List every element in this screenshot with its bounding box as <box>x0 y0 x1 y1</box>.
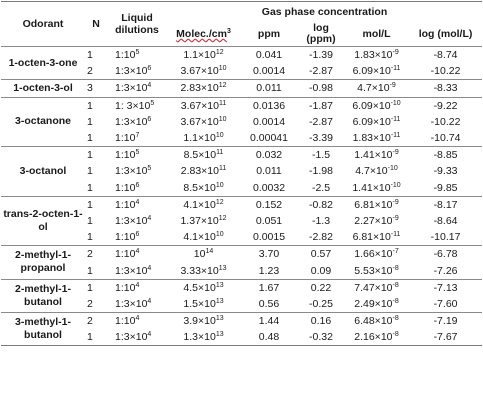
dilution-cell-mantissa: 1:10 <box>115 231 136 244</box>
odorant-name: 1-octen-3-one <box>1 47 85 80</box>
log-mol-l-cell: -8.17 <box>409 196 482 213</box>
n-cell: 2 <box>85 246 107 263</box>
mol-l-cell-mantissa: 2.16×10 <box>354 331 393 344</box>
odorant-name: 2-methyl-1-propanol <box>1 246 85 279</box>
n-cell: 1 <box>85 47 107 64</box>
molec-cell-exponent: 13 <box>215 315 224 323</box>
header-n: N <box>92 18 100 30</box>
header-ppm: ppm <box>257 28 281 40</box>
ppm-cell: 0.0014 <box>252 65 286 78</box>
molec-cell-mantissa: 1.3×10 <box>183 331 216 344</box>
log-ppm-cell: -2.87 <box>309 115 333 128</box>
molec-cell-exponent: 10 <box>218 115 227 123</box>
ppm-cell: 0.041 <box>240 47 298 64</box>
molec-cell-mantissa: 10 <box>193 248 206 261</box>
mol-l-cell <box>344 80 409 97</box>
mol-l-cell-exponent: -10 <box>390 181 401 189</box>
mol-l-cell-mantissa: 4.7×10 <box>357 82 390 95</box>
molec-cell <box>167 147 240 164</box>
mol-l-cell <box>344 262 409 279</box>
dilution-cell <box>107 47 167 64</box>
ppm-cell: 0.152 <box>240 196 298 213</box>
dilution-cell-mantissa: 1:3×10 <box>115 82 148 95</box>
dilution-cell <box>107 180 167 197</box>
dilution-cell <box>107 229 167 246</box>
molec-cell-exponent: 10 <box>215 132 224 140</box>
log-mol-l-cell: -7.13 <box>409 279 482 296</box>
log-ppm-cell: -0.98 <box>298 80 344 97</box>
mol-l-cell <box>344 313 409 330</box>
mol-l-cell-mantissa: 6.48×10 <box>354 315 393 328</box>
log-ppm-cell: -2.82 <box>309 231 333 244</box>
ppm-cell: 3.70 <box>240 246 298 263</box>
mol-l-cell <box>344 114 409 130</box>
molec-cell-exponent: 10 <box>215 231 224 239</box>
molec-cell <box>167 213 240 229</box>
dilution-cell-exponent: 4 <box>147 264 152 272</box>
molec-cell-mantissa: 3.33×10 <box>180 264 219 277</box>
mol-l-cell <box>344 163 409 179</box>
n-cell: 1 <box>85 196 107 213</box>
ppm-cell: 0.00041 <box>250 132 288 145</box>
molec-cell-mantissa: 4.1×10 <box>183 231 216 244</box>
dilution-cell <box>107 130 167 147</box>
ppm-cell: 1.44 <box>240 313 298 330</box>
log-mol-l-cell: -7.19 <box>409 313 482 330</box>
ppm-cell: 0.0015 <box>252 231 286 244</box>
mol-l-cell-mantissa: 6.09×10 <box>352 65 391 78</box>
log-mol-l-cell: -10.74 <box>430 132 461 145</box>
molec-cell-exponent: 12 <box>218 214 227 222</box>
odorant-name: 3-methyl-1-butanol <box>1 313 85 346</box>
dilution-cell-exponent: 6 <box>147 65 152 73</box>
mol-l-cell <box>344 279 409 296</box>
molec-cell-mantissa: 3.67×10 <box>180 99 219 112</box>
molec-cell-mantissa: 4.5×10 <box>183 281 216 294</box>
header-liquid-dilutions: Liquid dilutions <box>115 12 159 36</box>
dilution-cell <box>107 279 167 296</box>
ppm-cell: 0.56 <box>258 297 280 310</box>
ppm-cell: 0.48 <box>240 329 298 346</box>
mol-l-cell-mantissa: 2.27×10 <box>354 214 393 227</box>
table-row <box>1 246 482 263</box>
log-mol-l-cell: -7.60 <box>433 297 458 310</box>
dilution-cell-exponent: 6 <box>135 231 140 239</box>
mol-l-cell-mantissa: 5.53×10 <box>354 264 393 277</box>
dilution-cell <box>107 196 167 213</box>
dilution-cell <box>107 296 167 313</box>
mol-l-cell <box>344 47 409 64</box>
dilution-cell <box>107 246 167 263</box>
molec-cell <box>167 47 240 64</box>
log-ppm-cell: -2.5 <box>311 181 331 194</box>
log-mol-l-cell: -8.85 <box>409 147 482 164</box>
mol-l-cell-mantissa: 1.41×10 <box>354 149 393 162</box>
mol-l-cell <box>344 246 409 263</box>
dilution-cell-mantissa: 1:3×10 <box>115 165 148 178</box>
dilution-cell <box>107 147 167 164</box>
dilution-cell-exponent: 6 <box>147 115 152 123</box>
dilution-cell-exponent: 5 <box>135 149 140 157</box>
odorant-name: 3-octanol <box>1 147 85 197</box>
odorant-name: trans-2-octen-1-ol <box>1 196 85 246</box>
mol-l-cell <box>344 147 409 164</box>
log-ppm-cell: 0.16 <box>298 313 344 330</box>
log-ppm-cell: -1.3 <box>311 214 331 227</box>
ppm-cell: 0.0032 <box>252 181 286 194</box>
log-ppm-cell: -2.87 <box>309 65 333 78</box>
ppm-cell: 0.051 <box>255 214 283 227</box>
table-row <box>1 196 482 213</box>
mol-l-cell <box>344 63 409 80</box>
mol-l-cell-mantissa: 1.83×10 <box>354 49 393 62</box>
dilution-cell-mantissa: 1:3×10 <box>115 297 148 310</box>
header-odorant: Odorant <box>22 18 64 30</box>
mol-l-cell-mantissa: 1.83×10 <box>352 132 391 145</box>
molec-cell-exponent: 10 <box>218 65 227 73</box>
dilution-cell-mantissa: 1:3×10 <box>115 115 148 128</box>
molec-cell <box>167 196 240 213</box>
mol-l-cell-mantissa: 2.49×10 <box>354 297 393 310</box>
n-cell: 1 <box>87 165 93 178</box>
header-gas-phase: Gas phase concentration <box>261 6 388 18</box>
ppm-cell: 0.0014 <box>252 115 286 128</box>
log-mol-l-cell: -8.74 <box>409 47 482 64</box>
mol-l-cell-mantissa: 1.66×10 <box>354 248 393 261</box>
log-mol-l-cell: -6.78 <box>409 246 482 263</box>
ppm-cell: 0.011 <box>256 165 282 178</box>
mol-l-cell-exponent: -8 <box>392 297 399 305</box>
dilution-cell-mantissa: 1:3×10 <box>115 65 148 78</box>
header-mol-l: mol/L <box>362 28 391 40</box>
log-ppm-cell: -1.39 <box>298 47 344 64</box>
dilution-cell-exponent: 5 <box>147 165 152 173</box>
mol-l-cell <box>344 97 409 114</box>
mol-l-cell-exponent: -9 <box>392 49 399 57</box>
table-row <box>1 279 482 296</box>
odorant-name: 3-octanone <box>1 97 85 147</box>
header-row <box>1 2 482 23</box>
log-mol-l-cell: -7.67 <box>409 329 482 346</box>
molec-cell-exponent: 11 <box>216 149 224 157</box>
molec-cell-mantissa: 2.83×10 <box>180 82 219 95</box>
log-ppm-cell: 0.09 <box>310 264 332 277</box>
dilution-cell-mantissa: 1: 3×10 <box>115 99 151 112</box>
mol-l-cell <box>344 130 409 147</box>
dilution-cell-exponent: 5 <box>135 49 140 57</box>
molec-cell-mantissa: 1.37×10 <box>180 214 219 227</box>
log-ppm-cell: -0.82 <box>298 196 344 213</box>
dilution-cell-mantissa: 1:10 <box>115 248 136 261</box>
log-ppm-cell: 0.57 <box>298 246 344 263</box>
dilution-cell <box>107 63 167 80</box>
n-cell: 1 <box>87 181 93 194</box>
molec-cell <box>167 180 240 197</box>
ppm-cell: 1.67 <box>240 279 298 296</box>
molec-cell <box>167 296 240 313</box>
molec-cell <box>167 262 240 279</box>
ppm-cell: 0.032 <box>240 147 298 164</box>
ppm-cell: 0.011 <box>240 80 298 97</box>
mol-l-cell <box>344 213 409 229</box>
mol-l-cell-exponent: -8 <box>392 331 399 339</box>
n-cell: 3 <box>85 80 107 97</box>
dilution-cell-mantissa: 1:10 <box>115 132 136 145</box>
mol-l-cell-mantissa: 6.09×10 <box>352 99 391 112</box>
table-row <box>1 47 482 64</box>
log-mol-l-cell: -10.22 <box>430 65 461 78</box>
mol-l-cell <box>344 229 409 246</box>
odorant-name: 2-methyl-1-butanol <box>1 279 85 312</box>
table-body <box>1 47 482 346</box>
table-row <box>1 80 482 97</box>
mol-l-cell-exponent: -11 <box>390 132 401 140</box>
log-mol-l-cell: -9.85 <box>433 181 458 194</box>
mol-l-cell <box>344 296 409 313</box>
molec-cell <box>167 114 240 130</box>
molec-cell <box>167 63 240 80</box>
molec-cell-mantissa: 3.9×10 <box>183 315 216 328</box>
n-cell: 1 <box>87 264 93 277</box>
molec-cell-exponent: 12 <box>215 49 224 57</box>
dilution-cell-exponent: 4 <box>147 214 152 222</box>
header-molec <box>167 22 240 47</box>
mol-l-cell <box>344 196 409 213</box>
molec-cell-exponent: 13 <box>215 281 224 289</box>
molec-cell <box>167 97 240 114</box>
dilution-cell-exponent: 4 <box>135 315 140 323</box>
dilution-cell-mantissa: 1:3×10 <box>115 214 148 227</box>
dilution-cell-mantissa: 1:10 <box>115 198 136 211</box>
log-mol-l-cell: -8.33 <box>409 80 482 97</box>
molec-cell <box>167 80 240 97</box>
mol-l-cell-exponent: -7 <box>392 248 399 256</box>
molec-cell-mantissa: 4.1×10 <box>183 198 216 211</box>
molec-cell-mantissa: 1.1×10 <box>183 49 216 62</box>
molec-cell <box>167 130 240 147</box>
molec-cell-exponent: 14 <box>205 248 214 256</box>
dilution-cell-exponent: 6 <box>135 181 140 189</box>
concentration-table <box>1 1 482 346</box>
molec-cell-exponent: 13 <box>215 331 224 339</box>
n-cell: 2 <box>87 65 93 78</box>
header-log-mol-l: log (mol/L) <box>418 28 473 40</box>
mol-l-cell-exponent: -9 <box>389 82 396 90</box>
table-row <box>1 313 482 330</box>
n-cell: 2 <box>87 297 93 310</box>
mol-l-cell-mantissa: 6.81×10 <box>352 231 391 244</box>
dilution-cell-mantissa: 1:10 <box>115 49 136 62</box>
log-ppm-cell: -0.32 <box>298 329 344 346</box>
molec-cell-mantissa: 3.67×10 <box>180 65 219 78</box>
dilution-cell-mantissa: 1:10 <box>115 149 136 162</box>
molec-cell <box>167 313 240 330</box>
molec-cell <box>167 246 240 263</box>
n-cell: 1 <box>85 329 107 346</box>
dilution-cell-exponent: 4 <box>135 248 140 256</box>
dilution-cell-exponent: 4 <box>147 82 152 90</box>
molec-cell-exponent: 10 <box>215 181 224 189</box>
dilution-cell-mantissa: 1:10 <box>115 281 136 294</box>
molec-cell-mantissa: 3.67×10 <box>180 115 219 128</box>
log-ppm-cell: -0.25 <box>309 297 333 310</box>
dilution-cell <box>107 262 167 279</box>
mol-l-cell-exponent: -10 <box>387 165 398 173</box>
mol-l-cell-exponent: -9 <box>392 149 399 157</box>
mol-l-cell-exponent: -8 <box>392 281 399 289</box>
n-cell: 1 <box>87 214 93 227</box>
molec-cell-exponent: 11 <box>218 99 227 107</box>
dilution-cell <box>107 313 167 330</box>
molec-cell-mantissa: 8.5×10 <box>183 149 217 162</box>
molec-cell <box>167 163 240 179</box>
header-molec-base: Molec./cm <box>176 28 227 40</box>
header-log-ppm: log (ppm) <box>306 22 336 45</box>
mol-l-cell <box>344 180 409 197</box>
mol-l-cell <box>344 329 409 346</box>
mol-l-cell-exponent: -10 <box>390 99 401 107</box>
n-cell: 1 <box>87 231 93 244</box>
molec-cell-exponent: 13 <box>218 264 227 272</box>
dilution-cell-mantissa: 1:3×10 <box>115 264 148 277</box>
mol-l-cell-exponent: -9 <box>392 198 399 206</box>
log-ppm-cell: 0.22 <box>298 279 344 296</box>
dilution-cell-exponent: 7 <box>135 132 140 140</box>
log-mol-l-cell: -8.64 <box>433 214 458 227</box>
ppm-cell: 0.0136 <box>240 97 298 114</box>
log-ppm-cell: -3.39 <box>309 132 333 145</box>
mol-l-cell-exponent: -8 <box>392 264 399 272</box>
mol-l-cell-exponent: -11 <box>390 231 401 239</box>
molec-cell-mantissa: 1.5×10 <box>183 297 216 310</box>
table-row <box>1 147 482 164</box>
mol-l-cell-mantissa: 6.81×10 <box>354 198 393 211</box>
dilution-cell-exponent: 4 <box>147 331 152 339</box>
mol-l-cell-mantissa: 1.41×10 <box>352 181 391 194</box>
log-ppm-cell: -1.5 <box>298 147 344 164</box>
table-row <box>1 97 482 114</box>
log-ppm-cell: -1.98 <box>309 165 333 178</box>
molec-cell <box>167 229 240 246</box>
dilution-cell <box>107 80 167 97</box>
molec-cell-exponent: 11 <box>218 165 227 173</box>
molec-cell-mantissa: 2.83×10 <box>180 165 219 178</box>
ppm-cell: 1.23 <box>258 264 280 277</box>
mol-l-cell-exponent: -11 <box>390 65 401 73</box>
dilution-cell-exponent: 5 <box>150 99 155 107</box>
dilution-cell <box>107 213 167 229</box>
log-mol-l-cell: -9.33 <box>433 165 458 178</box>
molec-cell-exponent: 12 <box>215 198 224 206</box>
molec-cell-exponent: 12 <box>218 82 227 90</box>
mol-l-cell-exponent: -8 <box>392 315 399 323</box>
mol-l-cell-mantissa: 7.47×10 <box>354 281 393 294</box>
mol-l-cell-exponent: -11 <box>390 115 401 123</box>
dilution-cell-mantissa: 1:10 <box>115 315 136 328</box>
dilution-cell-exponent: 4 <box>135 281 140 289</box>
log-mol-l-cell: -9.22 <box>409 97 482 114</box>
n-cell: 1 <box>87 115 93 128</box>
log-ppm-cell: -1.87 <box>298 97 344 114</box>
log-mol-l-cell: -10.17 <box>430 231 461 244</box>
dilution-cell <box>107 97 167 114</box>
dilution-cell-mantissa: 1:10 <box>115 181 136 194</box>
log-mol-l-cell: -10.22 <box>430 115 461 128</box>
dilution-cell-mantissa: 1:3×10 <box>115 331 148 344</box>
n-cell: 1 <box>85 97 107 114</box>
molec-cell-exponent: 13 <box>215 297 224 305</box>
mol-l-cell-mantissa: 4.7×10 <box>355 165 388 178</box>
molec-cell <box>167 279 240 296</box>
log-mol-l-cell: -7.26 <box>433 264 458 277</box>
dilution-cell-exponent: 4 <box>135 198 140 206</box>
mol-l-cell-exponent: -9 <box>392 214 399 222</box>
mol-l-cell-mantissa: 6.09×10 <box>352 115 391 128</box>
dilution-cell <box>107 329 167 346</box>
molec-cell <box>167 329 240 346</box>
n-cell: 1 <box>85 279 107 296</box>
n-cell: 2 <box>85 313 107 330</box>
dilution-cell <box>107 114 167 130</box>
odorant-name: 1-octen-3-ol <box>1 80 85 97</box>
n-cell: 1 <box>85 147 107 164</box>
dilution-cell-exponent: 4 <box>147 297 152 305</box>
n-cell: 1 <box>87 132 93 145</box>
molec-cell-mantissa: 1.1×10 <box>183 132 216 145</box>
header-molec-exp: 3 <box>226 28 231 35</box>
dilution-cell <box>107 163 167 179</box>
molec-cell-mantissa: 8.5×10 <box>183 181 216 194</box>
